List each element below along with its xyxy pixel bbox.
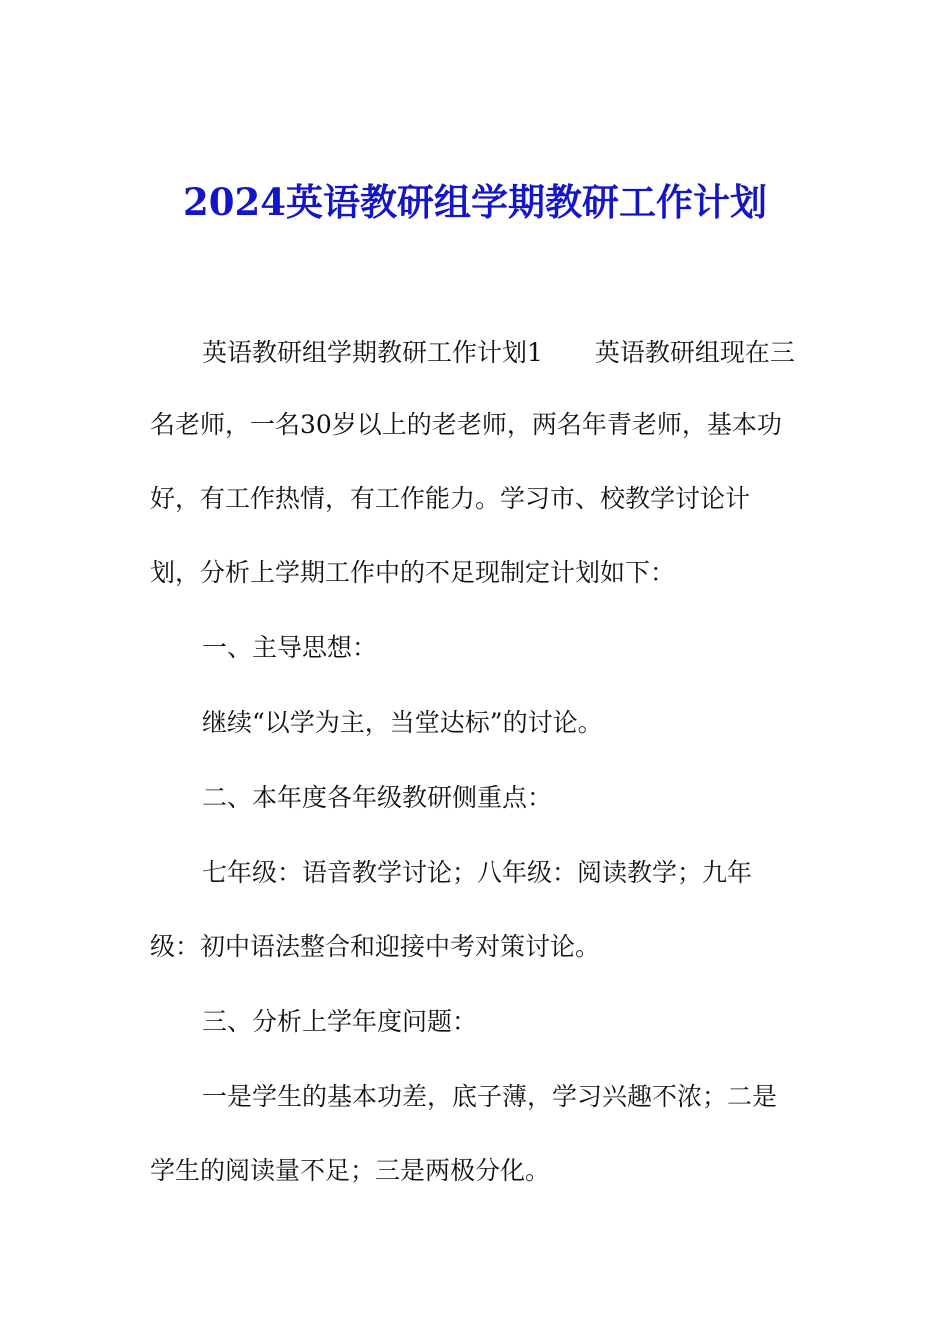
paragraph-focus-line-1: 七年级：语音教学讨论；八年级：阅读教学；九年 (202, 858, 753, 887)
section-heading-inline: 英语教研组学期教研工作计划1 (202, 338, 543, 367)
paragraph-line-3: 好，有工作热情，有工作能力。学习市、校教学讨论计 (150, 484, 751, 513)
paragraph-focus-line-2: 级：初中语法整合和迎接中考对策讨论。 (150, 932, 601, 961)
paragraph-line-1 (202, 333, 882, 373)
paragraph-problems-line-2: 学生的阅读量不足；三是两极分化。 (150, 1156, 551, 1185)
paragraph-text: 英语教研组现在三 (594, 338, 795, 367)
heading-focus-points: 二、本年度各年级教研侧重点： (202, 783, 553, 812)
heading-guiding-idea: 一、主导思想： (202, 633, 378, 662)
paragraph-line-2: 名老师，一名30岁以上的老老师，两名年青老师，基本功 (150, 410, 782, 439)
paragraph-guiding-idea: 继续“以学为主，当堂达标”的讨论。 (202, 708, 603, 737)
paragraph-problems-line-1: 一是学生的基本功差，底子薄，学习兴趣不浓；二是 (202, 1082, 778, 1111)
heading-problems: 三、分析上学年度问题： (202, 1007, 478, 1036)
document-title: 2024英语教研组学期教研工作计划 (183, 180, 767, 224)
paragraph-line-4: 划，分析上学期工作中的不足现制定计划如下： (150, 558, 676, 587)
